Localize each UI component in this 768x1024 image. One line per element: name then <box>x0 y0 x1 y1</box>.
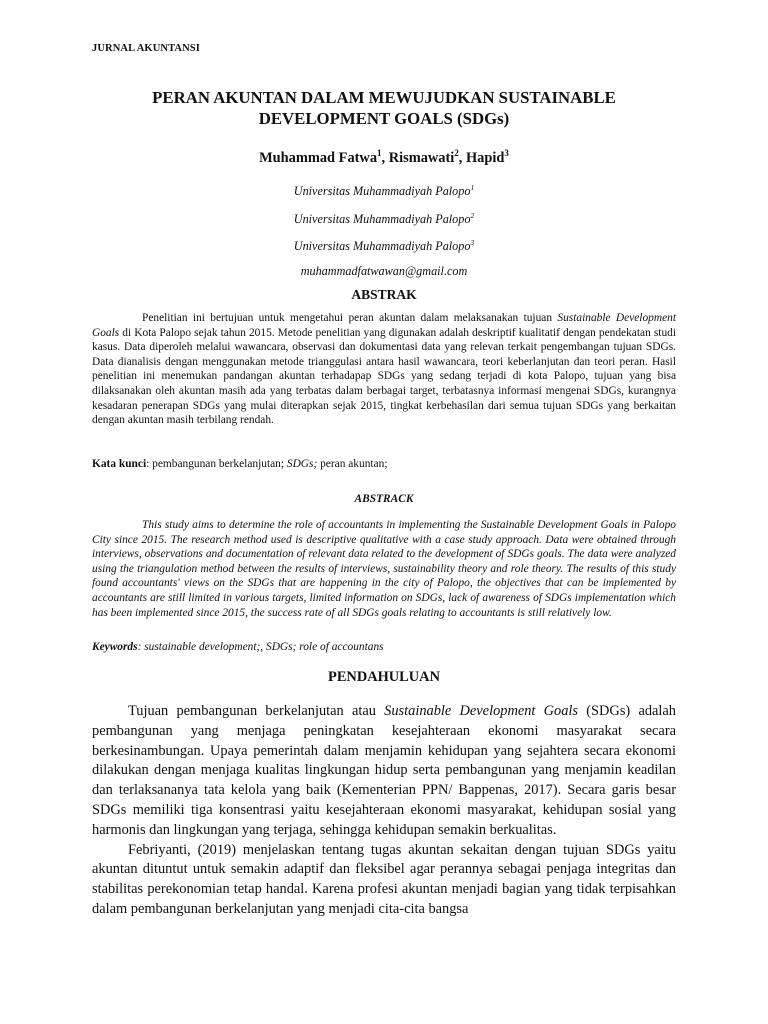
author-email: muhammadfatwawan@gmail.com <box>300 263 468 278</box>
paper-title-line-2: DEVELOPMENT GOALS (SDGs) <box>258 109 510 128</box>
affiliation-name: Universitas Muhammadiyah Palopo <box>293 211 471 226</box>
author-affiliation-mark: 2 <box>454 148 459 158</box>
affiliation-line <box>92 204 676 232</box>
affiliation-list <box>92 176 676 283</box>
kata-kunci-text: : pembangunan berkelanjutan; <box>146 458 287 470</box>
kata-kunci-line <box>92 458 676 470</box>
abstrack-heading: ABSTRACK <box>354 493 414 505</box>
paper-title-line-1: PERAN AKUNTAN DALAM MEWUJUDKAN SUSTAINABLE <box>152 88 616 107</box>
abstrak-text-start: Penelitian ini bertujuan untuk mengetahui peran akuntan dalam melaksanakan tujuan <box>142 312 558 324</box>
author-separator: , <box>381 149 389 166</box>
keywords-line <box>92 641 676 653</box>
author-separator: , <box>458 149 466 166</box>
author-name: Rismawati <box>388 149 455 166</box>
author-name: Muhammad Fatwa <box>259 149 378 166</box>
kata-kunci-italic: SDGs; <box>286 458 318 470</box>
keywords-text: : sustainable development;, SDGs; role of accountans <box>137 641 384 653</box>
paragraph-text-rest: (SDGs) adalah pembangunan yang menjaga peningkatan kesejahteraan ekonomi masyarakat secara berkesinambungan. Upaya pemerintah dalam menjamin kehidupan yang sejahtera secara ekonomi dilakukan dengan menjaga kualitas lingkungan hidup serta pembangunan yang menjamin keadilan dan terlaksananya tata kelola yang baik (Kementerian PPN/ Bappenas, 2017). Secara garis besar SDGs memiliki tiga konsentrasi yaitu kesejahteraan ekonomi masyarakat, kehidupan sosial yang harmonis dan lingkungan yang terjaga, sehingga kehidupan semakin berkualitas. <box>92 703 676 838</box>
affiliation-mark: 2 <box>470 210 475 220</box>
abstrack-paragraph: This study aims to determine the role of accountants in implementing the Sustainable Development Goals in Palopo City since 2015. The research method used is descriptive qualitative with a case study approach. Data were obtained through interviews, observations and documentation of relevant data related to the development of SDGs goals. The data were analyzed using the triangulation method between the results of interviews, sustainability theory and role theory. The results of this study found accountants' views on the SDGs that are happening in the city of Palopo, the objectives that can be implemented by accountants are still limited in various targets, limited information on SDGs, lack of awareness of SDGs implementation which has been implemented since 2015, the success rate of all SDGs goals relating to accountants is still relatively low. <box>92 519 676 619</box>
affiliation-mark: 3 <box>470 238 475 248</box>
affiliation-name: Universitas Muhammadiyah Palopo <box>293 239 471 254</box>
author-list <box>92 148 676 167</box>
journal-name: JURNAL AKUNTANSI <box>92 43 200 54</box>
paper-title <box>92 87 676 129</box>
abstrak-text-italic: Sustainable Development Goals <box>92 312 677 339</box>
abstrak-heading: ABSTRAK <box>351 287 417 302</box>
affiliation-name: Universitas Muhammadiyah Palopo <box>293 184 471 199</box>
author-affiliation-mark: 3 <box>504 148 509 158</box>
affiliation-line <box>92 176 676 204</box>
affiliation-mark: 1 <box>470 183 475 192</box>
abstrak-text-rest: di Kota Palopo sejak tahun 2015. Metode penelitian yang digunakan adalah deskriptif kualitatif dengan pendekatan studi kasus. Data diperoleh melalui wawancara, observasi dan dokumentasi data yang relevan terkait pengembangan tujuan SDGs. Data dianalisis dengan menggunakan metode trianggulasi antara hasil wawancara, teori keberlanjutan dan teori peran. Hasil penelitian ini menemukan pandangan akuntan terhadapap SDGs yang sedang terjadi di kota Palopo, tujuan yang bisa dilaksanakan oleh akuntan masih ada yang terbatas dalam berbagai target, terbatasnya informasi mengenai SDGs, kurangnya kesadaran penerapan SDGs yang mulai diterapkan sejak 2015, tingkat kerbehasilan dari semua tujuan SDGs yang berkaitan dengan akuntan masih terbilang rendah. <box>92 326 676 427</box>
abstrak-paragraph <box>92 311 676 428</box>
pendahuluan-body <box>92 702 676 920</box>
body-paragraph: Febriyanti, (2019) menjelaskan tentang tugas akuntan sekaitan dengan tujuan SDGs yaitu akuntan dituntut untuk semakin adaptif dan fleksibel agar perannya sebagai penjaga integritas dan stabilitas perekonomian tetap handal. Karena profesi akuntan menjadi bagian yang tidak terpisahkan dalam pembangunan berkelanjutan yang menjadi cita-cita bangsa <box>92 841 676 917</box>
kata-kunci-label: Kata kunci <box>92 458 147 470</box>
author-affiliation-mark: 1 <box>377 148 382 158</box>
pendahuluan-heading: PENDAHULUAN <box>328 669 440 685</box>
keywords-label: Keywords <box>92 641 138 653</box>
body-paragraph <box>92 702 676 841</box>
paragraph-text-start: Tujuan pembangunan berkelanjutan atau <box>128 703 385 719</box>
kata-kunci-text-end: peran akuntan; <box>317 458 388 470</box>
author-name: Hapid <box>465 149 505 166</box>
affiliation-line <box>92 231 676 259</box>
paragraph-text-italic: Sustainable Development Goals <box>384 703 579 719</box>
